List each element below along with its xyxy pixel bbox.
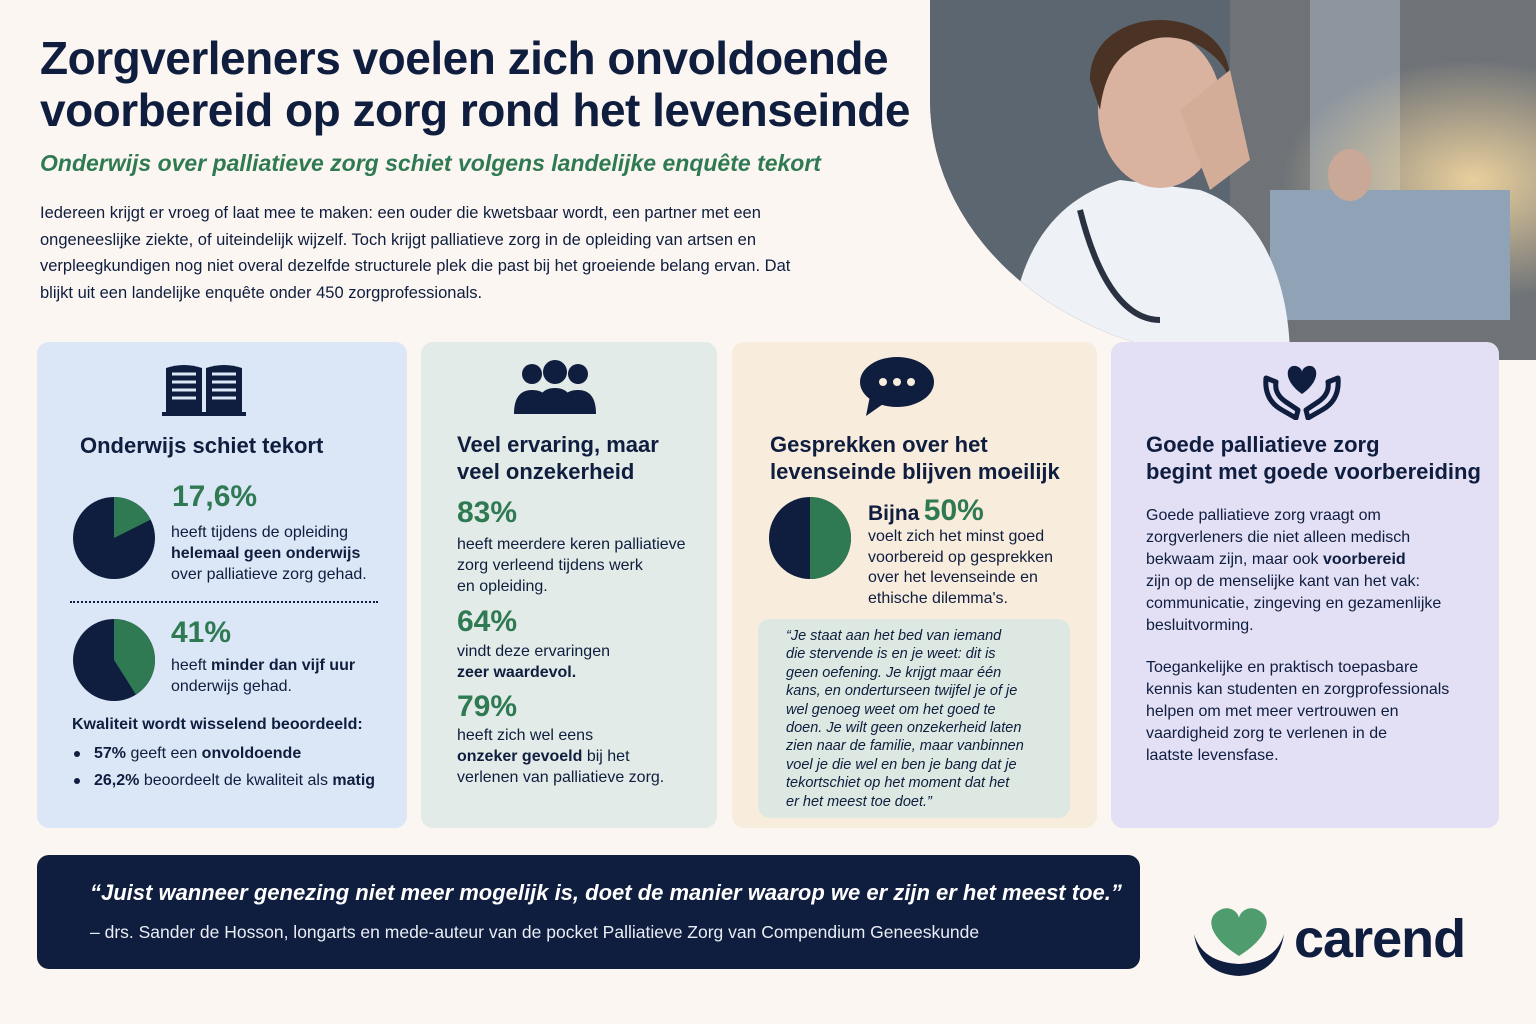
logo-wordmark: carend bbox=[1294, 909, 1466, 969]
nurse-photo bbox=[930, 0, 1536, 360]
stat-description: heeft tijdens de opleiding helemaal geen onderwijs over palliatieve zorg gehad. bbox=[171, 524, 367, 583]
card3-title: Gesprekken over het levenseinde blijven moeilijk bbox=[770, 432, 1060, 484]
stat-description: voelt zich het minst goed voorbereid op gesprekken over het levenseinde en ethische dilemma's. bbox=[868, 528, 1054, 607]
heart-hands-icon bbox=[1262, 360, 1342, 420]
quality-list bbox=[72, 740, 375, 794]
speech-bubble-icon bbox=[858, 356, 936, 418]
stat-headline: Bijna 50% bbox=[868, 494, 984, 527]
banner-author: – drs. Sander de Hosson, longarts en mede-auteur van de pocket Palliatieve Zorg van Compendium Geneeskunde bbox=[90, 922, 980, 942]
quality-heading: Kwaliteit wordt wisselend beoordeeld: bbox=[72, 716, 363, 733]
card4-paragraph-2: Toegankelijke en praktisch toepasbare kennis kan studenten en zorgprofessionals helpen om met meer vertrouwen en vaardigheid zorg te verlenen in de laatste levensfase. bbox=[1146, 659, 1450, 764]
stat-description: heeft minder dan vijf uur onderwijs gehad. bbox=[171, 657, 356, 695]
card4-title: Goede palliatieve zorg begint met goede voorbereiding bbox=[1146, 432, 1481, 484]
stat-description: heeft zich wel eens onzeker gevoeld bij het verlenen van palliatieve zorg. bbox=[457, 727, 665, 786]
heart-logo-icon bbox=[1190, 904, 1288, 980]
intro-paragraph: Iedereen krijgt er vroeg of laat mee te maken: een ouder die kwetsbaar wordt, een partner met een ongeneeslijke ziekte, of uiteindelijk wijzelf. Toch krijgt palliatieve zorg in de opleiding van artsen en verpleegkundigen nog niet overal dezelfde structurele plek die past bij het groeiende belang ervan. Dat blijkt uit een landelijke enquête onder 450 zorgprofessionals. bbox=[40, 204, 791, 302]
page-title: Zorgverleners voelen zich onvoldoende voorbereid op zorg rond het levenseinde bbox=[40, 32, 910, 136]
list-item: 57% geeft een onvoldoende bbox=[72, 740, 375, 767]
stat-pct: 83% bbox=[457, 496, 518, 529]
stat-pct: 79% bbox=[457, 690, 518, 723]
pie-chart-conversations bbox=[768, 496, 852, 580]
stat-description: vindt deze ervaringen zeer waardevol. bbox=[457, 643, 610, 681]
pie-chart-education-none bbox=[72, 496, 156, 580]
pie-slice-highlight bbox=[810, 497, 851, 579]
banner-quote: “Juist wanneer genezing niet meer mogelijk is, doet de manier waarop we er zijn er het meest toe.” bbox=[90, 880, 1122, 905]
pie-chart-education-hours bbox=[72, 618, 156, 702]
divider bbox=[70, 601, 378, 603]
quote-banner bbox=[37, 855, 1140, 969]
page-subtitle: Onderwijs over palliatieve zorg schiet volgens landelijke enquête tekort bbox=[40, 150, 821, 176]
list-item: 26,2% beoordeelt de kwaliteit als matig bbox=[72, 767, 375, 794]
stat-description: heeft meerdere keren palliatieve zorg verleend tijdens werk en opleiding. bbox=[457, 536, 686, 595]
open-book-icon bbox=[162, 360, 246, 418]
card2-title: Veel ervaring, maar veel onzekerheid bbox=[457, 432, 659, 484]
people-group-icon bbox=[512, 360, 598, 416]
card4-paragraph-1: Goede palliatieve zorg vraagt om zorgverleners die niet alleen medisch bekwaam zijn, maar ook voorbereid zijn op de menselijke kant van het vak: communicatie, zingeving en gezamenlijke besluitvorming. bbox=[1146, 507, 1442, 634]
stat-pct: 17,6% bbox=[172, 480, 258, 513]
nurse-quote: “Je staat aan het bed van iemand die stervende is en je weet: dit is geen oefening. Je krijgt maar één kans, en onderturseen twijfel je of je wel genoeg weet om het goed te doen. Je wilt geen onzekerheid laten zien naar de familie, maar vanbinnen voel je die wel en ben je bang dat je tekortschiet op het moment dat het er het meest toe doet.” bbox=[758, 619, 1070, 818]
card1-title: Onderwijs schiet tekort bbox=[80, 433, 324, 458]
stat-pct: 41% bbox=[171, 616, 232, 649]
stat-pct: 64% bbox=[457, 605, 518, 638]
